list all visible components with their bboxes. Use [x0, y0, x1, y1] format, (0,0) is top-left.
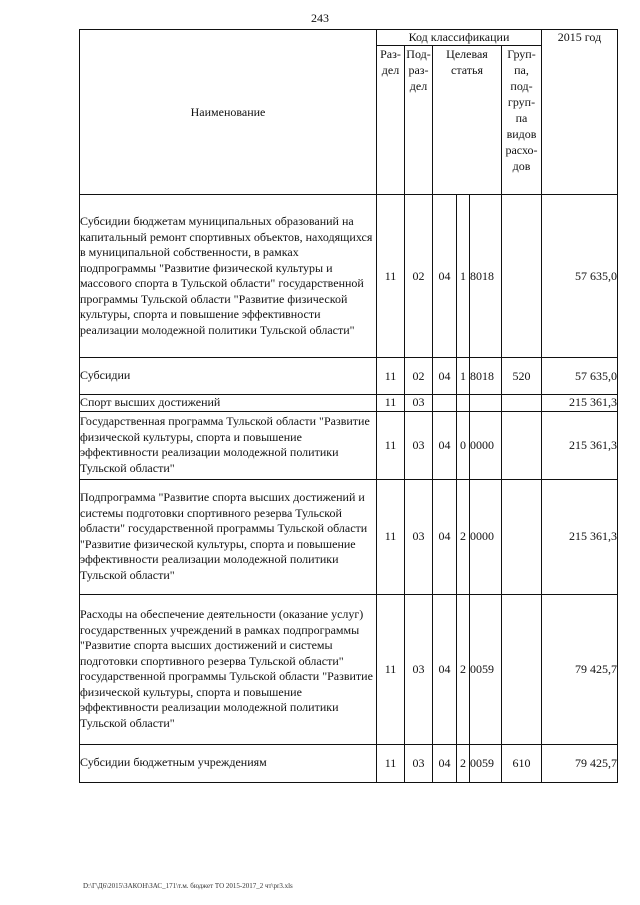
row-section: 11 — [377, 744, 405, 782]
row-name: Субсидии — [80, 358, 377, 395]
row-target-2: 2 — [457, 479, 470, 594]
row-amount: 215 361,3 — [542, 411, 618, 479]
row-subsection: 03 — [405, 744, 433, 782]
row-expense-group — [502, 395, 542, 412]
row-target-2 — [457, 395, 470, 412]
row-subsection: 03 — [405, 395, 433, 412]
row-expense-group — [502, 411, 542, 479]
row-name: Подпрограмма "Развитие спорта высших достижений и системы подготовки спортивного резерва Тульской области" государственной программы Тульской области "Развитие физической культуры, спорта и повышение эффективности реализации молодежной политики Тульской области" — [80, 479, 377, 594]
page-number: 243 — [311, 11, 329, 25]
row-target-3: 0000 — [470, 411, 502, 479]
row-section: 11 — [377, 594, 405, 744]
header-name: Наименование — [80, 30, 377, 195]
row-target-3: 8018 — [470, 195, 502, 358]
table-row — [80, 358, 618, 395]
table-row — [80, 744, 618, 782]
row-target-1: 04 — [433, 195, 457, 358]
row-target-1: 04 — [433, 479, 457, 594]
table-row — [80, 594, 618, 744]
row-subsection: 03 — [405, 411, 433, 479]
row-subsection: 02 — [405, 358, 433, 395]
row-amount: 79 425,7 — [542, 594, 618, 744]
row-target-2: 2 — [457, 594, 470, 744]
row-target-3: 0059 — [470, 594, 502, 744]
row-name: Субсидии бюджетам муниципальных образований на капитальный ремонт спортивных объектов, находящихся в муниципальной собственности, в рамках подпрограммы "Развитие физической культуры и массового спорта в Тульской области" государственной программы Тульской области "Развитие физической культуры, спорта и повышение эффективности реализации молодежной политики Тульской области" — [80, 195, 377, 358]
row-section: 11 — [377, 358, 405, 395]
row-expense-group: 610 — [502, 744, 542, 782]
row-name: Спорт высших достижений — [80, 395, 377, 412]
header-subsection: Под- раз- дел — [405, 46, 433, 195]
row-name: Государственная программа Тульской области "Развитие физической культуры, спорта и повышение эффективности реализации молодежной политики Тульской области" — [80, 411, 377, 479]
row-target-2: 1 — [457, 358, 470, 395]
row-section: 11 — [377, 411, 405, 479]
table-row — [80, 195, 618, 358]
row-section: 11 — [377, 195, 405, 358]
row-amount: 79 425,7 — [542, 744, 618, 782]
header-year: 2015 год — [542, 30, 618, 195]
row-section: 11 — [377, 479, 405, 594]
row-target-1: 04 — [433, 411, 457, 479]
row-name: Субсидии бюджетным учреждениям — [80, 744, 377, 782]
row-target-1 — [433, 395, 457, 412]
row-target-3 — [470, 395, 502, 412]
row-name: Расходы на обеспечение деятельности (оказание услуг) государственных учреждений в рамках подпрограммы "Развитие спорта высших достижений и системы подготовки спортивного резерва Тульской области" государственной программы Тульской области "Развитие физической культуры, спорта и повышение эффективности реализации молодежной политики Тульской области" — [80, 594, 377, 744]
header-target: Целевая статья — [433, 46, 502, 195]
file-path-footer: D:\Г\Д6\2015\ЗАКОН\ЗАС_171\т.м. бюджет ТО 2015-2017_2 чт\pr3.xls — [83, 882, 293, 890]
row-expense-group — [502, 195, 542, 358]
row-target-3: 0059 — [470, 744, 502, 782]
row-target-2: 1 — [457, 195, 470, 358]
row-expense-group — [502, 594, 542, 744]
row-expense-group — [502, 479, 542, 594]
row-amount: 57 635,0 — [542, 195, 618, 358]
table-row — [80, 479, 618, 594]
row-target-3: 0000 — [470, 479, 502, 594]
row-subsection: 03 — [405, 594, 433, 744]
header-classification: Код классификации — [377, 30, 542, 46]
table-row — [80, 395, 618, 412]
row-amount: 215 361,3 — [542, 479, 618, 594]
row-target-2: 0 — [457, 411, 470, 479]
row-subsection: 03 — [405, 479, 433, 594]
row-target-1: 04 — [433, 744, 457, 782]
budget-table — [79, 29, 618, 783]
row-amount: 57 635,0 — [542, 358, 618, 395]
row-subsection: 02 — [405, 195, 433, 358]
row-target-2: 2 — [457, 744, 470, 782]
row-section: 11 — [377, 395, 405, 412]
row-amount: 215 361,3 — [542, 395, 618, 412]
row-expense-group: 520 — [502, 358, 542, 395]
row-target-3: 8018 — [470, 358, 502, 395]
row-target-1: 04 — [433, 594, 457, 744]
header-expense-group: Груп- па, под- груп- па видов расхо- дов — [502, 46, 542, 195]
header-section: Раз- дел — [377, 46, 405, 195]
table-row — [80, 411, 618, 479]
row-target-1: 04 — [433, 358, 457, 395]
